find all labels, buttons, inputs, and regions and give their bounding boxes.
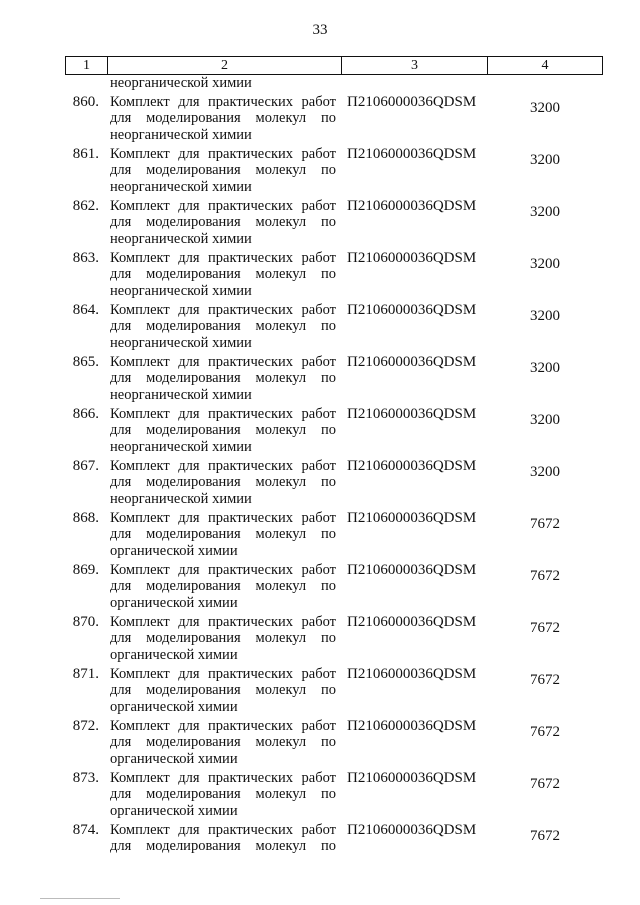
- item-name-line-3: органической химии: [110, 698, 238, 715]
- item-name-line-2: для моделирования молекул по: [110, 786, 336, 803]
- row-number: 864.: [72, 302, 99, 318]
- row-number: 862.: [72, 198, 99, 214]
- item-code: П2106000036QDSM: [347, 770, 477, 786]
- item-name-line-3: органической химии: [110, 802, 238, 819]
- item-code: П2106000036QDSM: [347, 406, 477, 422]
- item-name-line-1: Комплект для практических работ: [110, 146, 336, 162]
- row-number: 873.: [72, 770, 99, 786]
- item-name: [110, 666, 336, 715]
- item-name-line-1: Комплект для практических работ: [110, 510, 336, 526]
- item-name: [110, 822, 336, 855]
- item-code: П2106000036QDSM: [347, 562, 477, 578]
- item-name-line-3: неорганической химии: [110, 230, 252, 247]
- item-name: [110, 458, 336, 507]
- table-row: [65, 456, 602, 508]
- item-name-line-1: Комплект для практических работ: [110, 250, 336, 266]
- item-name-line-1: Комплект для практических работ: [110, 666, 336, 682]
- item-name: [110, 94, 336, 143]
- item-code: П2106000036QDSM: [347, 614, 477, 630]
- item-name-line-3: органической химии: [110, 646, 238, 663]
- item-code: П2106000036QDSM: [347, 302, 477, 318]
- row-number: 869.: [72, 562, 99, 578]
- item-name-line-2: для моделирования молекул по: [110, 162, 336, 179]
- item-quantity: 7672: [530, 672, 560, 688]
- row-number: 872.: [72, 718, 99, 734]
- item-name-line-2: для моделирования молекул по: [110, 266, 336, 283]
- item-name-line-2: для моделирования молекул по: [110, 318, 336, 335]
- table-header: [65, 56, 603, 75]
- item-code: П2106000036QDSM: [347, 354, 477, 370]
- table-row: [65, 92, 602, 144]
- item-name-line-2: для моделирования молекул по: [110, 578, 336, 595]
- table-row: [65, 508, 602, 560]
- item-name-line-3: органической химии: [110, 542, 238, 559]
- item-name: [110, 770, 336, 819]
- item-quantity: 7672: [530, 776, 560, 792]
- row-number: 860.: [72, 94, 99, 110]
- item-name-line-2: для моделирования молекул по: [110, 474, 336, 491]
- item-name: [110, 562, 336, 611]
- item-code: П2106000036QDSM: [347, 718, 477, 734]
- item-code: П2106000036QDSM: [347, 146, 477, 162]
- item-name-line-1: Комплект для практических работ: [110, 718, 336, 734]
- table-body: [65, 76, 602, 872]
- item-code: П2106000036QDSM: [347, 510, 477, 526]
- table-row: [65, 716, 602, 768]
- table-row: [65, 300, 602, 352]
- table-rows: [65, 92, 602, 872]
- item-name-line-1: Комплект для практических работ: [110, 94, 336, 110]
- item-name: [110, 354, 336, 403]
- item-name-line-3: неорганической химии: [110, 490, 252, 507]
- item-quantity: 3200: [530, 152, 560, 168]
- item-name-line-3: неорганической химии: [110, 334, 252, 351]
- item-name-line-2: для моделирования молекул по: [110, 734, 336, 751]
- row-number: 866.: [72, 406, 99, 422]
- item-code: П2106000036QDSM: [347, 94, 477, 110]
- item-name-line-2: для моделирования молекул по: [110, 370, 336, 387]
- row-number: 867.: [72, 458, 99, 474]
- item-quantity: 3200: [530, 412, 560, 428]
- item-name: [110, 406, 336, 455]
- item-name-line-1: Комплект для практических работ: [110, 198, 336, 214]
- row-number: 861.: [72, 146, 99, 162]
- item-name: [110, 250, 336, 299]
- item-quantity: 3200: [530, 256, 560, 272]
- item-code: П2106000036QDSM: [347, 198, 477, 214]
- item-name: [110, 198, 336, 247]
- item-quantity: 7672: [530, 724, 560, 740]
- item-name-line-1: Комплект для практических работ: [110, 770, 336, 786]
- item-name: [110, 718, 336, 767]
- item-name-line-2: для моделирования молекул по: [110, 838, 336, 855]
- item-name-line-1: Комплект для практических работ: [110, 406, 336, 422]
- item-name-line-3: органической химии: [110, 594, 238, 611]
- item-quantity: 7672: [530, 516, 560, 532]
- item-quantity: 3200: [530, 100, 560, 116]
- item-name-line-1: Комплект для практических работ: [110, 822, 336, 838]
- item-name: [110, 146, 336, 195]
- item-name-line-1: Комплект для практических работ: [110, 302, 336, 318]
- item-name-line-1: Комплект для практических работ: [110, 458, 336, 474]
- row-number: 865.: [72, 354, 99, 370]
- table-row: [65, 612, 602, 664]
- table-row: [65, 768, 602, 820]
- item-name-line-1: Комплект для практических работ: [110, 562, 336, 578]
- scan-artifact: [40, 898, 120, 899]
- item-quantity: 3200: [530, 360, 560, 376]
- header-col-2: 2: [108, 57, 342, 75]
- header-col-1: 1: [66, 57, 108, 75]
- table-row: [65, 196, 602, 248]
- row-number: 871.: [72, 666, 99, 682]
- page-number: 33: [312, 22, 328, 38]
- table-row: [65, 560, 602, 612]
- row-number: 870.: [72, 614, 99, 630]
- item-name-line-3: органической химии: [110, 750, 238, 767]
- item-name-line-3: неорганической химии: [110, 126, 252, 143]
- item-quantity: 7672: [530, 828, 560, 844]
- item-code: П2106000036QDSM: [347, 458, 477, 474]
- item-quantity: 3200: [530, 308, 560, 324]
- item-name-line-2: для моделирования молекул по: [110, 682, 336, 699]
- item-quantity: 7672: [530, 568, 560, 584]
- item-name-line-1: Комплект для практических работ: [110, 614, 336, 630]
- item-name-line-3: неорганической химии: [110, 178, 252, 195]
- row-number: 863.: [72, 250, 99, 266]
- item-code: П2106000036QDSM: [347, 666, 477, 682]
- item-name-line-2: для моделирования молекул по: [110, 214, 336, 231]
- table-row: [65, 248, 602, 300]
- item-name: [110, 614, 336, 663]
- header-col-4: 4: [488, 57, 603, 75]
- header-col-3: 3: [342, 57, 488, 75]
- row-number: 874.: [72, 822, 99, 838]
- table-row: [65, 664, 602, 716]
- item-quantity: 7672: [530, 620, 560, 636]
- table-row: [65, 404, 602, 456]
- carryover-text: неорганической химии: [110, 75, 252, 91]
- item-name-line-3: неорганической химии: [110, 386, 252, 403]
- item-code: П2106000036QDSM: [347, 822, 477, 838]
- item-name-line-2: для моделирования молекул по: [110, 422, 336, 439]
- table-row: [65, 820, 602, 872]
- item-name-line-1: Комплект для практических работ: [110, 354, 336, 370]
- item-quantity: 3200: [530, 464, 560, 480]
- item-name: [110, 302, 336, 351]
- table-row: [65, 352, 602, 404]
- item-name: [110, 510, 336, 559]
- item-name-line-2: для моделирования молекул по: [110, 110, 336, 127]
- item-quantity: 3200: [530, 204, 560, 220]
- item-name-line-3: неорганической химии: [110, 438, 252, 455]
- table-row: [65, 144, 602, 196]
- item-name-line-2: для моделирования молекул по: [110, 630, 336, 647]
- item-code: П2106000036QDSM: [347, 250, 477, 266]
- item-name-line-2: для моделирования молекул по: [110, 526, 336, 543]
- row-number: 868.: [72, 510, 99, 526]
- item-name-line-3: неорганической химии: [110, 282, 252, 299]
